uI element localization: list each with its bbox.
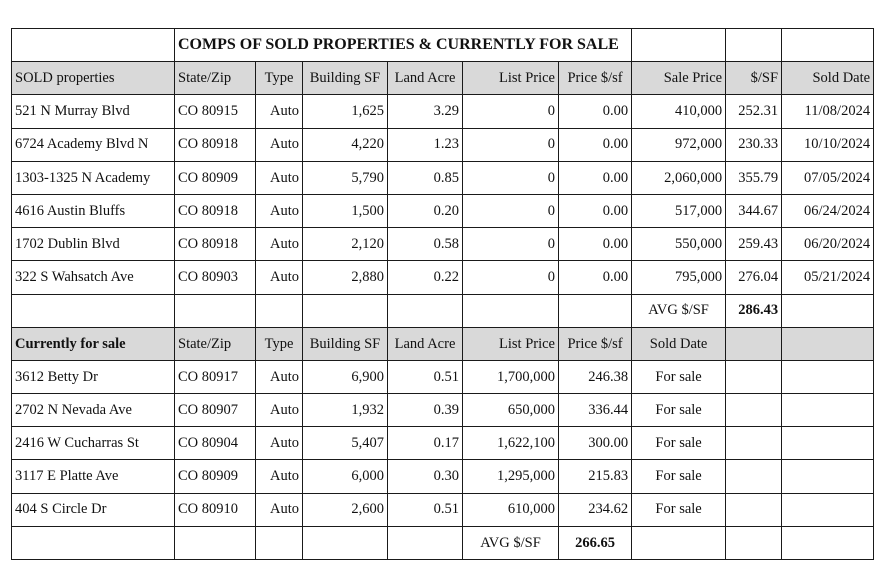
empty-cell bbox=[12, 526, 175, 559]
empty-cell bbox=[303, 526, 388, 559]
for-sale-list-price: 610,000 bbox=[463, 493, 559, 526]
for-sale-type: Auto bbox=[256, 360, 303, 393]
sold-building-sf: 5,790 bbox=[303, 161, 388, 194]
sold-type: Auto bbox=[256, 161, 303, 194]
sold-average-row bbox=[12, 294, 874, 327]
for-sale-header-state-zip: State/Zip bbox=[175, 327, 256, 360]
empty-cell bbox=[175, 294, 256, 327]
empty-cell bbox=[463, 294, 559, 327]
sold-type: Auto bbox=[256, 128, 303, 161]
empty-cell bbox=[303, 294, 388, 327]
sold-price-per-sf: 0.00 bbox=[559, 128, 632, 161]
title-row bbox=[12, 29, 874, 62]
for-sale-type: Auto bbox=[256, 427, 303, 460]
sold-date: 07/05/2024 bbox=[782, 161, 874, 194]
sold-land-acre: 1.23 bbox=[388, 128, 463, 161]
for-sale-building-sf: 6,000 bbox=[303, 460, 388, 493]
sold-sale-price: 410,000 bbox=[632, 95, 726, 128]
sold-state-zip: CO 80903 bbox=[175, 261, 256, 294]
for-sale-address: 2416 W Cucharras St bbox=[12, 427, 175, 460]
for-sale-header-land-acre: Land Acre bbox=[388, 327, 463, 360]
for-sale-type: Auto bbox=[256, 394, 303, 427]
empty-cell bbox=[726, 327, 782, 360]
sold-list-price: 0 bbox=[463, 261, 559, 294]
sold-avg-label: AVG $/SF bbox=[632, 294, 726, 327]
sold-address: 1303-1325 N Academy bbox=[12, 161, 175, 194]
for-sale-status: For sale bbox=[632, 360, 726, 393]
sold-header-building-sf: Building SF bbox=[303, 62, 388, 95]
for-sale-type: Auto bbox=[256, 493, 303, 526]
empty-cell bbox=[256, 294, 303, 327]
empty-cell bbox=[782, 427, 874, 460]
for-sale-land-acre: 0.51 bbox=[388, 360, 463, 393]
for-sale-list-price: 1,622,100 bbox=[463, 427, 559, 460]
empty-cell bbox=[726, 460, 782, 493]
sold-dollar-per-sf: 230.33 bbox=[726, 128, 782, 161]
sold-header-list-price: List Price bbox=[463, 62, 559, 95]
sold-type: Auto bbox=[256, 194, 303, 227]
sold-address: 1702 Dublin Blvd bbox=[12, 228, 175, 261]
sold-type: Auto bbox=[256, 261, 303, 294]
for-sale-list-price: 1,700,000 bbox=[463, 360, 559, 393]
for-sale-address: 2702 N Nevada Ave bbox=[12, 394, 175, 427]
empty-cell bbox=[782, 493, 874, 526]
sold-date: 05/21/2024 bbox=[782, 261, 874, 294]
table-row bbox=[12, 261, 874, 294]
for-sale-land-acre: 0.39 bbox=[388, 394, 463, 427]
for-sale-header-building-sf: Building SF bbox=[303, 327, 388, 360]
sold-state-zip: CO 80918 bbox=[175, 194, 256, 227]
for-sale-price-per-sf: 234.62 bbox=[559, 493, 632, 526]
sold-header-land-acre: Land Acre bbox=[388, 62, 463, 95]
sold-dollar-per-sf: 344.67 bbox=[726, 194, 782, 227]
for-sale-building-sf: 6,900 bbox=[303, 360, 388, 393]
for-sale-land-acre: 0.17 bbox=[388, 427, 463, 460]
for-sale-header-list-price: List Price bbox=[463, 327, 559, 360]
sold-dollar-per-sf: 355.79 bbox=[726, 161, 782, 194]
sold-land-acre: 0.20 bbox=[388, 194, 463, 227]
sold-land-acre: 0.58 bbox=[388, 228, 463, 261]
sold-header-price-per-sf: Price $/sf bbox=[559, 62, 632, 95]
empty-cell bbox=[782, 327, 874, 360]
for-sale-building-sf: 1,932 bbox=[303, 394, 388, 427]
empty-cell bbox=[726, 394, 782, 427]
empty-cell bbox=[726, 526, 782, 559]
empty-cell bbox=[782, 460, 874, 493]
sold-sale-price: 517,000 bbox=[632, 194, 726, 227]
table-row bbox=[12, 493, 874, 526]
for-sale-state-zip: CO 80907 bbox=[175, 394, 256, 427]
for-sale-header-sold-date: Sold Date bbox=[632, 327, 726, 360]
for-sale-state-zip: CO 80904 bbox=[175, 427, 256, 460]
empty-cell bbox=[632, 526, 726, 559]
sold-state-zip: CO 80918 bbox=[175, 228, 256, 261]
sold-list-price: 0 bbox=[463, 161, 559, 194]
sold-building-sf: 1,500 bbox=[303, 194, 388, 227]
sold-price-per-sf: 0.00 bbox=[559, 161, 632, 194]
sold-building-sf: 2,120 bbox=[303, 228, 388, 261]
sold-sale-price: 2,060,000 bbox=[632, 161, 726, 194]
sold-list-price: 0 bbox=[463, 95, 559, 128]
for-sale-price-per-sf: 215.83 bbox=[559, 460, 632, 493]
sold-price-per-sf: 0.00 bbox=[559, 95, 632, 128]
table-row bbox=[12, 128, 874, 161]
empty-cell bbox=[12, 29, 175, 62]
sold-price-per-sf: 0.00 bbox=[559, 194, 632, 227]
table-row bbox=[12, 427, 874, 460]
sold-address: 322 S Wahsatch Ave bbox=[12, 261, 175, 294]
for-sale-address: 3117 E Platte Ave bbox=[12, 460, 175, 493]
for-sale-status: For sale bbox=[632, 493, 726, 526]
for-sale-price-per-sf: 336.44 bbox=[559, 394, 632, 427]
for-sale-header-row bbox=[12, 327, 874, 360]
sold-state-zip: CO 80918 bbox=[175, 128, 256, 161]
table-row bbox=[12, 161, 874, 194]
sold-header-dollar-per-sf: $/SF bbox=[726, 62, 782, 95]
empty-cell bbox=[175, 526, 256, 559]
table-row bbox=[12, 360, 874, 393]
for-sale-land-acre: 0.30 bbox=[388, 460, 463, 493]
sold-header-sale-price: Sale Price bbox=[632, 62, 726, 95]
sold-date: 10/10/2024 bbox=[782, 128, 874, 161]
sold-address: 6724 Academy Blvd N bbox=[12, 128, 175, 161]
empty-cell bbox=[782, 294, 874, 327]
sold-list-price: 0 bbox=[463, 128, 559, 161]
table-row bbox=[12, 460, 874, 493]
sold-date: 06/20/2024 bbox=[782, 228, 874, 261]
empty-cell bbox=[559, 294, 632, 327]
for-sale-list-price: 650,000 bbox=[463, 394, 559, 427]
for-sale-header-property: Currently for sale bbox=[12, 327, 175, 360]
sold-dollar-per-sf: 276.04 bbox=[726, 261, 782, 294]
sold-sale-price: 972,000 bbox=[632, 128, 726, 161]
sold-land-acre: 0.22 bbox=[388, 261, 463, 294]
sold-building-sf: 4,220 bbox=[303, 128, 388, 161]
for-sale-type: Auto bbox=[256, 460, 303, 493]
sold-header-row bbox=[12, 62, 874, 95]
sold-dollar-per-sf: 252.31 bbox=[726, 95, 782, 128]
for-sale-status: For sale bbox=[632, 394, 726, 427]
for-sale-building-sf: 2,600 bbox=[303, 493, 388, 526]
empty-cell bbox=[632, 29, 726, 62]
for-sale-avg-value: 266.65 bbox=[559, 526, 632, 559]
empty-cell bbox=[782, 29, 874, 62]
empty-cell bbox=[256, 526, 303, 559]
for-sale-land-acre: 0.51 bbox=[388, 493, 463, 526]
empty-cell bbox=[782, 394, 874, 427]
for-sale-building-sf: 5,407 bbox=[303, 427, 388, 460]
for-sale-address: 3612 Betty Dr bbox=[12, 360, 175, 393]
for-sale-list-price: 1,295,000 bbox=[463, 460, 559, 493]
sold-header-state-zip: State/Zip bbox=[175, 62, 256, 95]
for-sale-address: 404 S Circle Dr bbox=[12, 493, 175, 526]
sold-sale-price: 795,000 bbox=[632, 261, 726, 294]
sold-header-type: Type bbox=[256, 62, 303, 95]
empty-cell bbox=[726, 360, 782, 393]
empty-cell bbox=[388, 294, 463, 327]
empty-cell bbox=[726, 493, 782, 526]
sold-land-acre: 3.29 bbox=[388, 95, 463, 128]
for-sale-header-price-per-sf: Price $/sf bbox=[559, 327, 632, 360]
empty-cell bbox=[726, 29, 782, 62]
table-row bbox=[12, 228, 874, 261]
sold-header-property: SOLD properties bbox=[12, 62, 175, 95]
empty-cell bbox=[726, 427, 782, 460]
empty-cell bbox=[12, 294, 175, 327]
sold-state-zip: CO 80915 bbox=[175, 95, 256, 128]
table-row bbox=[12, 394, 874, 427]
for-sale-state-zip: CO 80909 bbox=[175, 460, 256, 493]
for-sale-state-zip: CO 80910 bbox=[175, 493, 256, 526]
table-title: COMPS OF SOLD PROPERTIES & CURRENTLY FOR SALE bbox=[175, 29, 632, 62]
sold-list-price: 0 bbox=[463, 194, 559, 227]
for-sale-avg-label: AVG $/SF bbox=[463, 526, 559, 559]
sold-state-zip: CO 80909 bbox=[175, 161, 256, 194]
sold-date: 06/24/2024 bbox=[782, 194, 874, 227]
empty-cell bbox=[782, 360, 874, 393]
for-sale-status: For sale bbox=[632, 427, 726, 460]
table-row bbox=[12, 194, 874, 227]
for-sale-price-per-sf: 246.38 bbox=[559, 360, 632, 393]
sold-date: 11/08/2024 bbox=[782, 95, 874, 128]
sold-price-per-sf: 0.00 bbox=[559, 261, 632, 294]
empty-cell bbox=[388, 526, 463, 559]
for-sale-price-per-sf: 300.00 bbox=[559, 427, 632, 460]
sold-building-sf: 2,880 bbox=[303, 261, 388, 294]
comps-table bbox=[11, 28, 874, 560]
for-sale-state-zip: CO 80917 bbox=[175, 360, 256, 393]
sold-price-per-sf: 0.00 bbox=[559, 228, 632, 261]
table-row bbox=[12, 95, 874, 128]
sold-avg-value: 286.43 bbox=[726, 294, 782, 327]
sold-list-price: 0 bbox=[463, 228, 559, 261]
sold-dollar-per-sf: 259.43 bbox=[726, 228, 782, 261]
sold-type: Auto bbox=[256, 228, 303, 261]
empty-cell bbox=[782, 526, 874, 559]
sold-type: Auto bbox=[256, 95, 303, 128]
for-sale-status: For sale bbox=[632, 460, 726, 493]
sold-header-sold-date: Sold Date bbox=[782, 62, 874, 95]
for-sale-header-type: Type bbox=[256, 327, 303, 360]
sold-land-acre: 0.85 bbox=[388, 161, 463, 194]
sold-address: 4616 Austin Bluffs bbox=[12, 194, 175, 227]
sold-building-sf: 1,625 bbox=[303, 95, 388, 128]
for-sale-average-row bbox=[12, 526, 874, 559]
sold-sale-price: 550,000 bbox=[632, 228, 726, 261]
sold-address: 521 N Murray Blvd bbox=[12, 95, 175, 128]
